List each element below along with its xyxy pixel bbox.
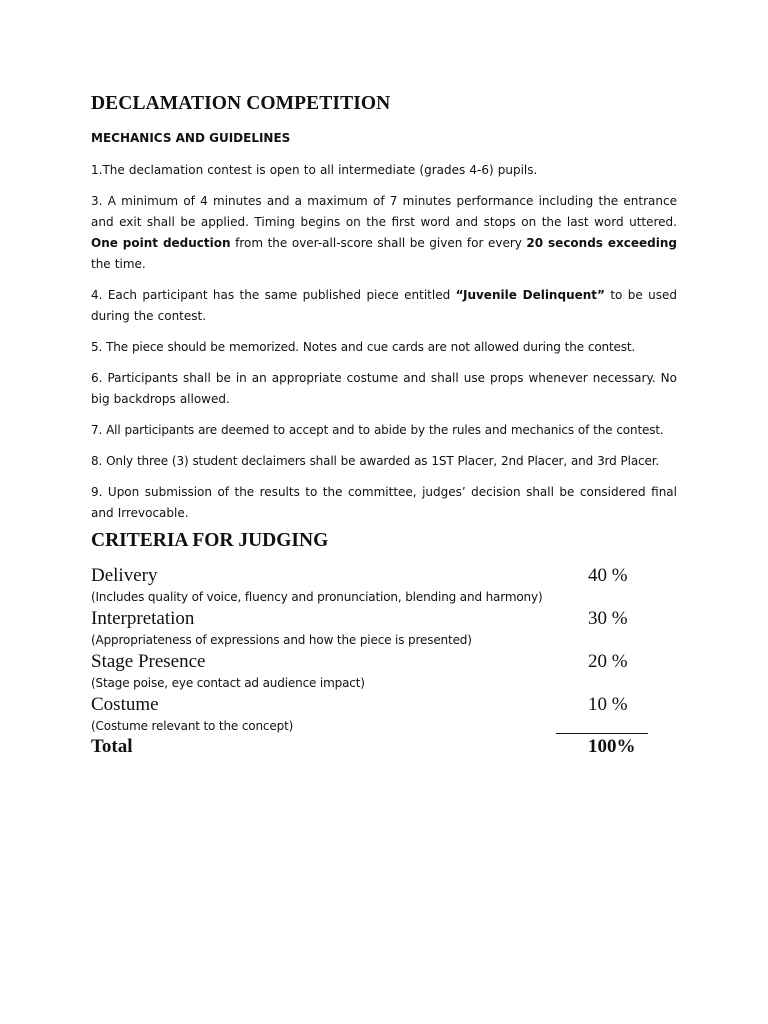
rule-9: 9. Upon submission of the results to the committee, judges’ decision shall be considered final and Irrevocable. bbox=[91, 485, 677, 520]
rules-list bbox=[91, 160, 677, 534]
criterion-percent: 40 % bbox=[588, 565, 628, 586]
criterion-delivery bbox=[91, 565, 677, 608]
criterion-percent: 30 % bbox=[588, 608, 628, 629]
criterion-percent: 10 % bbox=[588, 694, 628, 715]
rule-5: 5. The piece should be memorized. Notes and cue cards are not allowed during the contest. bbox=[91, 340, 636, 354]
rule-4: 4. Each participant has the same published piece entitled “Juvenile Delinquent” to be used during the contest. bbox=[91, 288, 678, 323]
rule-6: 6. Participants shall be in an appropriate costume and shall use props whenever necessary. No big backdrops allowed. bbox=[91, 371, 677, 406]
criteria-list bbox=[91, 565, 677, 737]
criterion-name: Delivery bbox=[91, 565, 158, 586]
section-subtitle: MECHANICS AND GUIDELINES bbox=[91, 131, 291, 145]
criterion-description: (Appropriateness of expressions and how the piece is presented) bbox=[91, 633, 472, 647]
criterion-stage-presence bbox=[91, 651, 677, 694]
sum-divider bbox=[556, 733, 648, 734]
criterion-name: Interpretation bbox=[91, 608, 195, 629]
criterion-description: (Stage poise, eye contact ad audience impact) bbox=[91, 676, 365, 690]
criterion-name: Costume bbox=[91, 694, 159, 715]
criterion-interpretation bbox=[91, 608, 677, 651]
criterion-description: (Includes quality of voice, fluency and pronunciation, blending and harmony) bbox=[91, 590, 543, 604]
criterion-percent: 20 % bbox=[588, 651, 628, 672]
total-row bbox=[91, 736, 677, 760]
rule-3: 3. A minimum of 4 minutes and a maximum of 7 minutes performance including the entrance and exit shall be applied. Timing begins on the first word and stops on the last word uttered. One point deduction from the over-all-score shall be given for every 20 seconds exceeding the time. bbox=[91, 194, 677, 271]
criterion-costume bbox=[91, 694, 677, 737]
rule-1: 1.The declamation contest is open to all intermediate (grades 4-6) pupils. bbox=[91, 163, 538, 177]
criteria-title: CRITERIA FOR JUDGING bbox=[91, 530, 329, 551]
rule-7: 7. All participants are deemed to accept and to abide by the rules and mechanics of the contest. bbox=[91, 423, 664, 437]
page-title: DECLAMATION COMPETITION bbox=[91, 93, 391, 114]
total-percent: 100% bbox=[588, 736, 636, 757]
criterion-name: Stage Presence bbox=[91, 651, 206, 672]
total-label: Total bbox=[91, 736, 133, 757]
rule-8: 8. Only three (3) student declaimers shall be awarded as 1ST Placer, 2nd Placer, and 3rd Placer. bbox=[91, 454, 660, 468]
criterion-description: (Costume relevant to the concept) bbox=[91, 719, 294, 733]
